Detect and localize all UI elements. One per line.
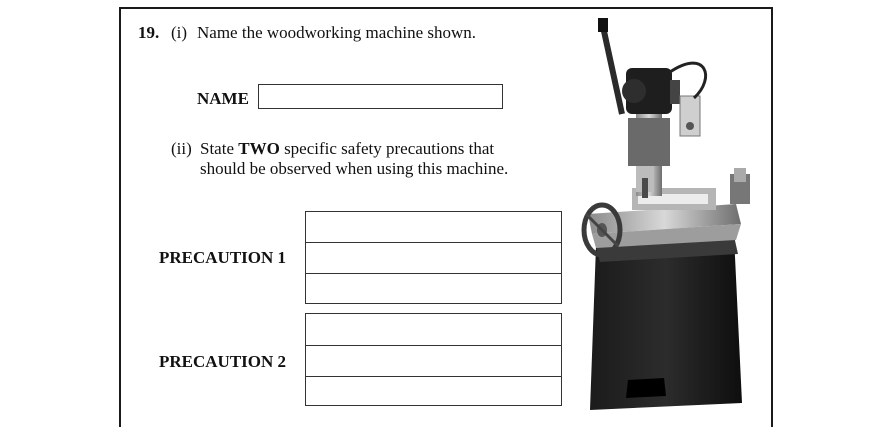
part-ii-marker: (ii) (171, 139, 192, 158)
answer-line (306, 345, 561, 346)
part-ii-line1: State TWO specific safety precautions that (200, 139, 495, 158)
mortising-machine-image (566, 18, 766, 418)
answer-line (306, 273, 561, 274)
question-number: 19. (138, 23, 160, 42)
answer-line (306, 242, 561, 243)
part-ii-line2: should be observed when using this machine. (200, 159, 509, 178)
part-i-text: Name the woodworking machine shown. (197, 23, 477, 42)
precaution-2-answer-box[interactable] (305, 313, 562, 406)
precaution-2-label: PRECAUTION 2 (159, 352, 287, 371)
name-answer-box[interactable] (258, 84, 503, 109)
part-i-marker: (i) (171, 23, 188, 42)
answer-line (306, 376, 561, 377)
name-label: NAME (197, 89, 249, 108)
precaution-1-label: PRECAUTION 1 (159, 248, 287, 267)
precaution-1-answer-box[interactable] (305, 211, 562, 304)
